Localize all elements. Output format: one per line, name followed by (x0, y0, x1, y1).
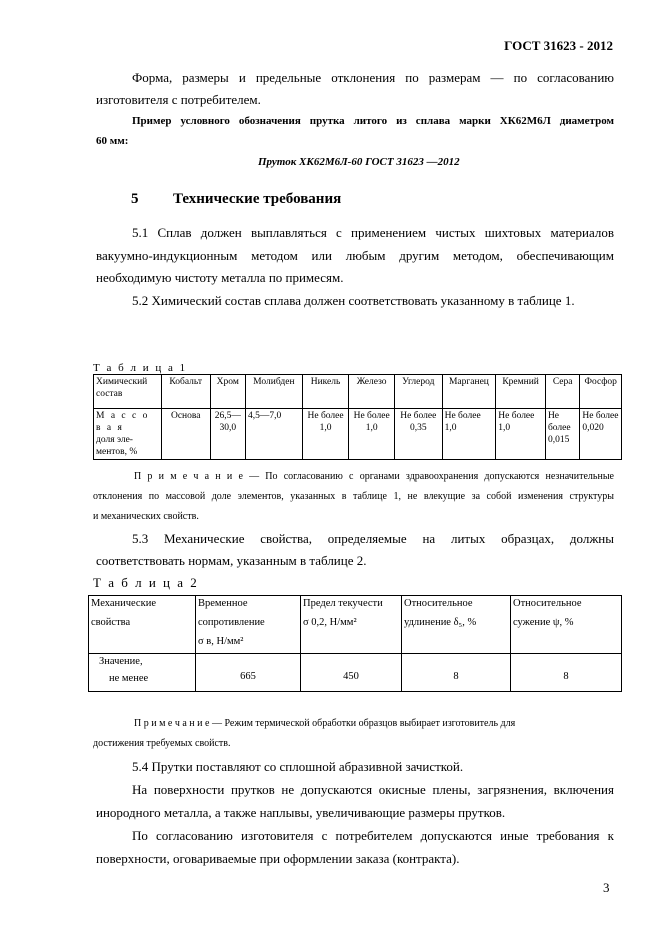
p53-line1: 5.3 Механические свойства, определяемые на литых образцах, должны (132, 531, 614, 546)
para-form-line1: Форма, размеры и предельные отклонения по размерам — по согласованию (132, 70, 614, 85)
t2-head-reduction-a: Относительное (513, 598, 582, 609)
t2-head-properties-a: Механические (91, 598, 156, 609)
t2-head-yield-a: Предел текучести (303, 598, 383, 609)
document-code: ГОСТ 31623 - 2012 (504, 38, 613, 53)
t2-head-reduction-b: сужение ψ, % (513, 617, 574, 628)
t1-head-composition: Химический состав (94, 375, 162, 409)
t1-val-nickel (302, 409, 349, 460)
t1-row-label (94, 409, 162, 460)
t1-head-silicon: Кремний (496, 375, 546, 409)
t1-val-chromium (210, 409, 245, 460)
page-number: 3 (603, 880, 610, 895)
p51-line2: вакуумно-индукционным методом или любым другим методом, обеспечивающим (96, 248, 614, 263)
t2-head-yield (301, 596, 402, 654)
table1-caption: Т а б л и ц а 1 (93, 362, 188, 374)
p51-line3: необходимую чистоту металла по примесям. (96, 270, 344, 285)
t2-head-properties (89, 596, 196, 654)
t2-label-line1: Значение, (99, 656, 143, 667)
t2-head-properties-b: свойства (91, 617, 131, 628)
example-line2: 60 мм: (96, 135, 129, 147)
t1-val-phosphorus-a: Не более (582, 411, 619, 421)
note2-line1: П р и м е ч а н и е — Режим термической обработки образцов выбирает изготовитель для (134, 718, 516, 729)
t1-val-manganese-b: 1,0 (444, 423, 457, 433)
t1-val-carbon-b: 0,35 (409, 423, 427, 433)
t1-val-silicon-b: 1,0 (498, 423, 511, 433)
section-title: Технические требования (173, 191, 342, 207)
t2-head-tensile-c: σ в, Н/мм² (198, 636, 244, 647)
table2-caption: Т а б л и ц а 2 (93, 575, 199, 590)
section-number: 5 (131, 191, 139, 207)
note1-line2: отклонения по массовой доле элементов, указанных в таблице 1, не влекущие за собой изменения структуры (93, 491, 614, 502)
t1-val-molybdenum: 4,5—7,0 (246, 409, 303, 460)
t2-head-elongation (402, 596, 511, 654)
t2-head-reduction (511, 596, 622, 654)
t1-val-manganese (442, 409, 496, 460)
t1-val-cobalt: Основа (161, 409, 210, 460)
t2-val-elongation: 8 (402, 654, 511, 692)
t1-val-silicon-a: Не более (498, 411, 535, 421)
table1 (93, 374, 622, 460)
t2-head-tensile (196, 596, 301, 654)
t1-val-carbon (394, 409, 442, 460)
table2 (88, 595, 622, 692)
t1-val-carbon-a: Не более (400, 411, 437, 421)
t2-head-elongation-b: удлинение δ₅, % (404, 617, 477, 628)
p56-line2: поверхности, оговариваемые при оформлении заказа (контракта). (96, 851, 460, 866)
p54-text: 5.4 Прутки поставляют со сплошной абразивной зачисткой. (132, 759, 464, 774)
t1-label-line2: доля эле- (96, 435, 133, 445)
t1-head-carbon: Углерод (394, 375, 442, 409)
note1-line3: и механических свойств. (93, 511, 199, 522)
t1-val-nickel-a: Не более (307, 411, 344, 421)
t2-val-reduction: 8 (511, 654, 622, 692)
t2-val-yield: 450 (301, 654, 402, 692)
t2-head-tensile-a: Временное (198, 598, 248, 609)
t2-head-yield-b: σ 0,2, Н/мм² (303, 617, 357, 628)
t1-head-phosphorus: Фосфор (580, 375, 622, 409)
t1-val-sulfur-a: Не (547, 411, 560, 421)
p55-line2: инородного металла, а также наплывы, увеличивающие размеры прутков. (96, 805, 506, 820)
t1-val-chromium-b: 30,0 (219, 423, 237, 433)
t1-val-phosphorus-b: 0,020 (582, 423, 604, 433)
t1-val-sulfur-c: 0,015 (547, 435, 570, 445)
note1-line1: П р и м е ч а н и е — По согласованию с органами здравоохранения допускаются незначительные (134, 471, 614, 482)
t1-head-chromium: Хром (210, 375, 245, 409)
t1-val-silicon (496, 409, 546, 460)
t1-head-iron: Железо (349, 375, 395, 409)
t1-head-nickel: Никель (302, 375, 349, 409)
example-designation: Пруток ХК62М6Л-60 ГОСТ 31623 —2012 (258, 156, 460, 168)
p56-line1: По согласованию изготовителя с потребителем допускаются иные требования к (132, 828, 614, 843)
t1-head-molybdenum: Молибден (246, 375, 303, 409)
t1-val-iron-a: Не более (353, 411, 390, 421)
t1-val-chromium-a: 26,5— (214, 411, 241, 421)
t1-val-phosphorus (580, 409, 622, 460)
p55-line1: На поверхности прутков не допускаются окисные плены, загрязнения, включения (132, 782, 614, 797)
note2-line2: достижения требуемых свойств. (93, 738, 231, 749)
t1-val-sulfur-b: более (547, 423, 571, 433)
t1-val-sulfur (545, 409, 579, 460)
p53-line2: соответствовать нормам, указанным в таблице 2. (96, 553, 367, 568)
t2-label-line2: не менее (109, 673, 149, 684)
para-form-line2: изготовителя с потребителем. (96, 92, 261, 107)
t1-val-nickel-b: 1,0 (319, 423, 332, 433)
t2-head-elongation-a: Относительное (404, 598, 473, 609)
t2-val-tensile: 665 (196, 654, 301, 692)
t1-val-iron-b: 1,0 (365, 423, 378, 433)
t1-head-sulfur: Сера (545, 375, 579, 409)
t1-val-manganese-a: Не более (444, 411, 481, 421)
t2-row-label (89, 654, 196, 692)
t2-head-tensile-b: сопротивление (198, 617, 265, 628)
t1-head-manganese: Марганец (442, 375, 496, 409)
p51-line1: 5.1 Сплав должен выплавляться с применением чистых шихтовых материалов (132, 225, 614, 240)
t1-label-line3: ментов, % (96, 447, 138, 457)
p52-text: 5.2 Химический состав сплава должен соответствовать указанному в таблице 1. (132, 293, 575, 308)
t1-label-line1: М а с с о в а я (96, 411, 150, 433)
example-line1: Пример условного обозначения прутка литого из сплава марки ХК62М6Л диаметром (132, 115, 614, 127)
t1-head-cobalt: Кобальт (161, 375, 210, 409)
t1-val-iron (349, 409, 395, 460)
